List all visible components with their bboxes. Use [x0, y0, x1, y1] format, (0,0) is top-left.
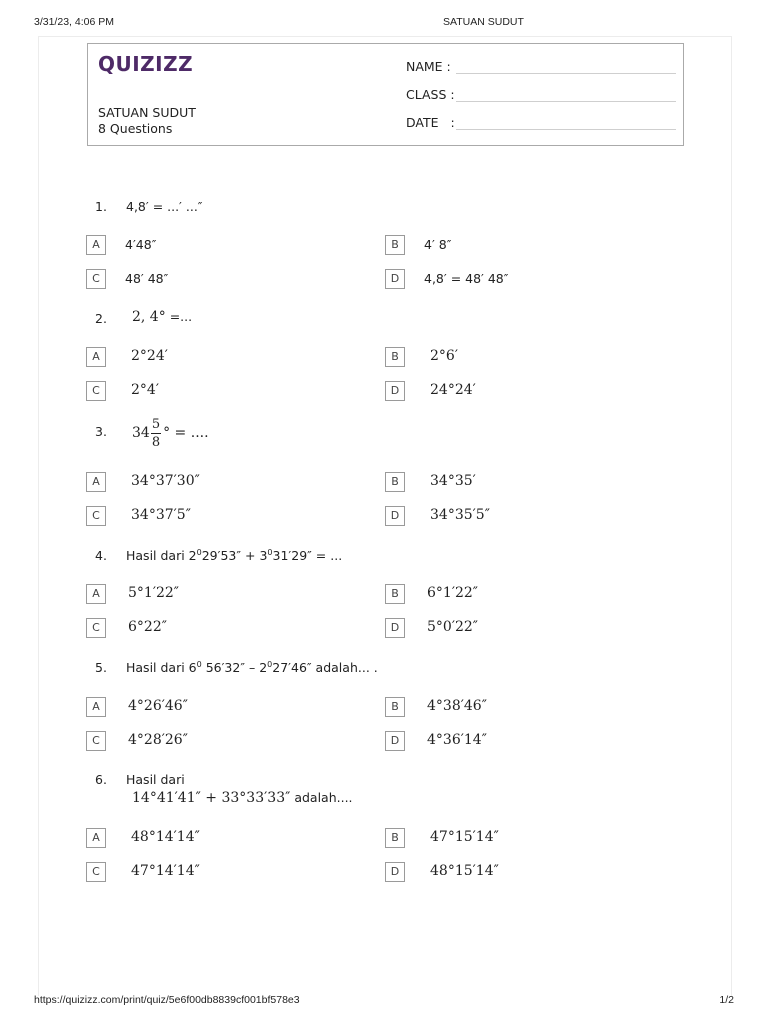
option-letter: A	[86, 235, 106, 255]
option-text: 4°36′14″	[427, 732, 487, 748]
option-text: 47°15′14″	[430, 829, 499, 845]
question-2-text	[126, 309, 192, 325]
question-5-part: 56′32″ – 2	[201, 660, 268, 676]
option-letter: B	[385, 828, 405, 848]
option-letter: A	[86, 472, 106, 492]
question-2-option-c[interactable]	[86, 381, 366, 401]
question-1-option-d[interactable]	[385, 269, 665, 289]
question-1-option-c[interactable]	[86, 269, 366, 289]
option-letter: B	[385, 235, 405, 255]
option-text: 48°15′14″	[430, 863, 499, 879]
question-6-line1: Hasil dari	[126, 772, 185, 787]
question-1-number: 1.	[95, 199, 107, 214]
option-letter: B	[385, 697, 405, 717]
class-field	[406, 87, 676, 105]
question-4-option-a[interactable]	[86, 584, 366, 604]
question-4-option-c[interactable]	[86, 618, 366, 638]
option-letter: A	[86, 347, 106, 367]
option-text: 2°6′	[430, 348, 458, 364]
question-2-option-d[interactable]	[385, 381, 665, 401]
class-label: CLASS :	[406, 87, 455, 102]
question-5-text	[126, 660, 378, 675]
question-5-option-b[interactable]	[385, 697, 665, 717]
question-6-option-a[interactable]	[86, 828, 366, 848]
question-4-part: 29′53″ + 3	[201, 548, 268, 564]
fraction-numerator: 5	[151, 417, 161, 432]
fraction-denominator: 8	[151, 435, 161, 450]
question-5-option-a[interactable]	[86, 697, 366, 717]
question-2-option-a[interactable]	[86, 347, 366, 367]
question-3-fraction	[151, 418, 161, 449]
option-text: 6°1′22″	[427, 585, 479, 601]
question-4-option-b[interactable]	[385, 584, 665, 604]
question-5-part: 27′46″ adalah... .	[272, 660, 378, 676]
option-letter: D	[385, 618, 405, 638]
option-letter: A	[86, 584, 106, 604]
question-6-math: 14°41′41″ + 33°33′33″	[132, 790, 291, 806]
option-text: 4°38′46″	[427, 698, 487, 714]
option-letter: C	[86, 381, 106, 401]
option-text: 47°14′14″	[131, 863, 200, 879]
question-6-line2	[126, 790, 353, 806]
option-letter: D	[385, 862, 405, 882]
print-doc-title: SATUAN SUDUT	[443, 16, 524, 28]
question-5-option-d[interactable]	[385, 731, 665, 751]
print-footer	[34, 994, 734, 1008]
name-line	[456, 73, 676, 74]
option-text: 24°24′	[430, 382, 476, 398]
question-2-math: 2, 4°	[132, 309, 166, 325]
option-letter: C	[86, 862, 106, 882]
option-text: 34°35′	[430, 473, 476, 489]
question-4-text	[126, 548, 342, 563]
option-text: 4°26′46″	[128, 698, 188, 714]
question-6-option-d[interactable]	[385, 862, 665, 882]
question-3-whole: 34	[132, 425, 150, 441]
quiz-question-count: 8 Questions	[98, 121, 173, 136]
option-text: 2°4′	[131, 382, 159, 398]
option-text: 5°0′22″	[427, 619, 479, 635]
question-5-sup: 0	[267, 660, 273, 669]
question-3-suffix: ° = ....	[163, 425, 209, 441]
question-2-number: 2.	[95, 311, 107, 326]
option-text: 34°35′5″	[430, 507, 490, 523]
question-6-suffix: adalah....	[290, 790, 353, 805]
option-letter: C	[86, 618, 106, 638]
name-label: NAME :	[406, 59, 451, 74]
question-5-sup: 0	[196, 660, 202, 669]
date-label: DATE :	[406, 115, 455, 130]
question-5-number: 5.	[95, 660, 107, 675]
question-2-option-b[interactable]	[385, 347, 665, 367]
option-text: 4°28′26″	[128, 732, 188, 748]
print-header	[34, 16, 734, 30]
question-6-number: 6.	[95, 772, 107, 787]
option-letter: C	[86, 731, 106, 751]
name-field	[406, 59, 676, 77]
option-letter: D	[385, 381, 405, 401]
question-4-part: Hasil dari 2	[126, 548, 197, 564]
option-letter: A	[86, 697, 106, 717]
option-letter: B	[385, 472, 405, 492]
question-1-text: 4,8′ = ...′ ...″	[126, 199, 203, 214]
option-text: 6°22″	[128, 619, 167, 635]
option-letter: C	[86, 269, 106, 289]
quiz-header-box	[87, 43, 684, 146]
question-4-number: 4.	[95, 548, 107, 563]
quiz-title: SATUAN SUDUT	[98, 105, 196, 120]
option-text: 48°14′14″	[131, 829, 200, 845]
question-4-part: 31′29″ = ...	[272, 548, 343, 564]
option-text: 5°1′22″	[128, 585, 180, 601]
option-text: 34°37′30″	[131, 473, 200, 489]
question-5-option-c[interactable]	[86, 731, 366, 751]
question-3-number: 3.	[95, 424, 107, 439]
print-page-number: 1/2	[719, 994, 734, 1006]
question-3-option-c[interactable]	[86, 506, 366, 526]
question-3-option-b[interactable]	[385, 472, 665, 492]
date-line	[456, 129, 676, 130]
option-text: 48′ 48″	[125, 271, 169, 286]
question-2-suffix: =...	[165, 309, 193, 324]
option-letter: D	[385, 506, 405, 526]
question-3-option-a[interactable]	[86, 472, 366, 492]
print-datetime: 3/31/23, 4:06 PM	[34, 16, 114, 28]
option-letter: A	[86, 828, 106, 848]
option-letter: B	[385, 347, 405, 367]
question-4-sup: 0	[196, 548, 202, 557]
question-6-option-c[interactable]	[86, 862, 366, 882]
option-letter: D	[385, 731, 405, 751]
option-text: 4′ 8″	[424, 237, 452, 252]
class-line	[456, 101, 676, 102]
question-4-sup: 0	[267, 548, 273, 557]
option-text: 34°37′5″	[131, 507, 191, 523]
question-1-option-a[interactable]	[86, 235, 366, 255]
option-letter: B	[385, 584, 405, 604]
option-text: 2°24′	[131, 348, 168, 364]
option-text: 4,8′ = 48′ 48″	[424, 271, 509, 286]
question-5-part: Hasil dari 6	[126, 660, 197, 676]
question-4-option-d[interactable]	[385, 618, 665, 638]
date-field	[406, 115, 676, 133]
question-6-option-b[interactable]	[385, 828, 665, 848]
option-letter: C	[86, 506, 106, 526]
option-text: 4′48″	[125, 237, 157, 252]
option-letter: D	[385, 269, 405, 289]
question-1-option-b[interactable]	[385, 235, 665, 255]
question-3-text	[126, 418, 209, 449]
question-3-option-d[interactable]	[385, 506, 665, 526]
quizizz-logo: QUIZIZZ	[98, 52, 194, 76]
print-url: https://quizizz.com/print/quiz/5e6f00db8839cf001bf578e3	[34, 994, 300, 1006]
